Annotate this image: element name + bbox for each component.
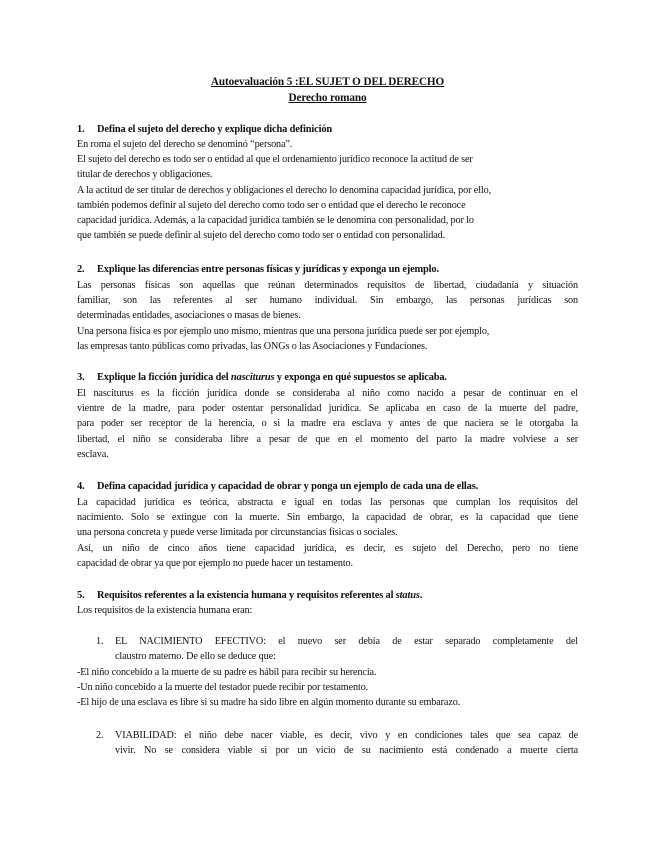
text-line: VIABILIDAD: el niño debe nacer viable, es decir, vivo y en condiciones tales que sea capaz de: [115, 730, 578, 741]
text-line: EL NACIMIENTO EFECTIVO: el nuevo ser debía de estar separado completamente del: [115, 636, 578, 647]
document-subtitle: Derecho romano: [288, 92, 367, 104]
list-number: 1.: [96, 636, 104, 647]
list-text: [115, 634, 578, 664]
question-number: 4.: [77, 481, 85, 492]
text-line: Una persona física es por ejemplo uno mismo, mientras que una persona jurídica puede ser por ejemplo,: [77, 325, 490, 337]
question-text: y exponga en qué supuestos se aplicaba.: [276, 372, 447, 383]
question-text: Defina el sujeto del derecho y explique dicha definición: [97, 124, 333, 135]
question-2-heading: [77, 264, 595, 275]
text-line: vivir. No se considera viable si por un vicio de su nacimiento está condenado a muerte cierta: [115, 745, 578, 757]
question-text: Defina capacidad jurídica y capacidad de obrar y ponga un ejemplo de cada una de ellas.: [97, 481, 479, 492]
text-line: -El niño concebido a la muerte de su padre es hábil para recibir su herencia.: [77, 667, 377, 678]
question-text: Explique las diferencias entre personas físicas y jurídicas y exponga un ejemplo.: [97, 264, 439, 275]
text-line: Así, un niño de cinco años tiene capacidad jurídica, es decir, es sujeto del Derecho, pero no tiene: [77, 542, 578, 554]
question-number: 1.: [77, 124, 85, 135]
text-line: -Un niño concebido a la muerte del testador puede recibir por testamento.: [77, 682, 369, 694]
question-3-answer: [77, 386, 578, 462]
question-text-italic: status: [395, 590, 420, 601]
list-number: 2.: [96, 730, 104, 741]
text-line: familiar, son las referentes al ser humano individual. Sin embargo, las personas jurídicas son: [77, 295, 578, 307]
text-line: también podemos definir al sujeto del derecho como todo ser o entidad que el derecho le reconoce: [77, 199, 466, 211]
question-number: 2.: [77, 264, 85, 275]
text-line: claustro materno. De ello se deduce que:: [115, 651, 276, 663]
question-text-italic: nasciturus: [230, 372, 275, 383]
question-text: Requisitos referentes a la existencia humana y requisitos referentes al: [97, 590, 394, 601]
text-line: Las personas físicas son aquellas que reúnan determinados requisitos de libertad, ciudadanía y situación: [77, 280, 578, 291]
text-line: libertad, el niño se consideraba libre a pesar de que en el momento del parto la madre volviese a ser: [77, 433, 578, 445]
text-line: que también se puede definir al sujeto del derecho como todo ser o entidad con personalidad.: [77, 230, 446, 242]
text-line: capacidad jurídica. Además, a la capacidad jurídica también se le denomina con personalidad, por lo: [77, 215, 474, 227]
text-line: A la actitud de ser titular de derechos y obligaciones el derecho lo denomina capacidad jurídica, por ello,: [77, 184, 492, 196]
question-number: 3.: [77, 372, 85, 383]
list-text: [115, 728, 578, 758]
question-1-answer: [77, 137, 578, 243]
text-line: esclava.: [77, 448, 109, 460]
text-line: En roma el sujeto del derecho se denominó “persona”.: [77, 139, 293, 150]
text-line: -El hijo de una esclava es libre si su madre ha sido libre en algún momento durante su embarazo.: [77, 697, 461, 709]
text-line: titular de derechos y obligaciones.: [77, 169, 213, 181]
text-line: La capacidad jurídica es teórica, abstracta e igual en todas las personas que cumplan los requisitos del: [77, 497, 578, 508]
text-line: El nasciturus es la ficción jurídica donde se consideraba al niño como nacido a pesar de continuar en el: [77, 388, 578, 399]
text-line: capacidad de obrar ya que por ejemplo no puede hacer un testamento.: [77, 557, 353, 569]
document-title: Autoevaluación 5 :EL SUJET O DEL DERECHO: [210, 76, 445, 88]
question-text: Explique la ficción jurídica del: [97, 372, 229, 383]
question-number: 5.: [77, 590, 85, 601]
text-line: para poder ser receptor de la herencia, o si la madre era esclava y antes de que naciera se le otorgaba la: [77, 418, 578, 430]
text-line: una persona concreta y puede verse limitada por circunstancias físicas o sociales.: [77, 527, 398, 539]
question-5-intro: [77, 603, 578, 618]
question-2-answer: [77, 278, 578, 354]
text-line: Los requisitos de la existencia humana eran:: [77, 605, 253, 616]
question-4-heading: [77, 481, 595, 492]
text-line: vientre de la madre, para poder ostentar personalidad jurídica. Se aplicaba en caso de la muerte del padre,: [77, 403, 578, 415]
question-3-heading: [77, 372, 595, 383]
text-line: El sujeto del derecho es todo ser o entidad al que el ordenamiento jurídico reconoce la actitud de ser: [77, 154, 473, 166]
question-4-answer: [77, 495, 578, 571]
question-text: .: [419, 590, 423, 601]
question-1-heading: [77, 124, 595, 135]
text-line: nacimiento. Solo se extingue con la muerte. Sin embargo, la capacidad de obrar, es la capacidad que tiene: [77, 512, 578, 524]
text-line: las empresas tanto públicas como privadas, las ONGs o las Asociaciones y Fundaciones.: [77, 340, 428, 352]
text-line: determinadas entidades, asociaciones o masas de bienes.: [77, 310, 301, 322]
requirement-consequences: [77, 665, 578, 711]
question-5-heading: [77, 590, 595, 601]
